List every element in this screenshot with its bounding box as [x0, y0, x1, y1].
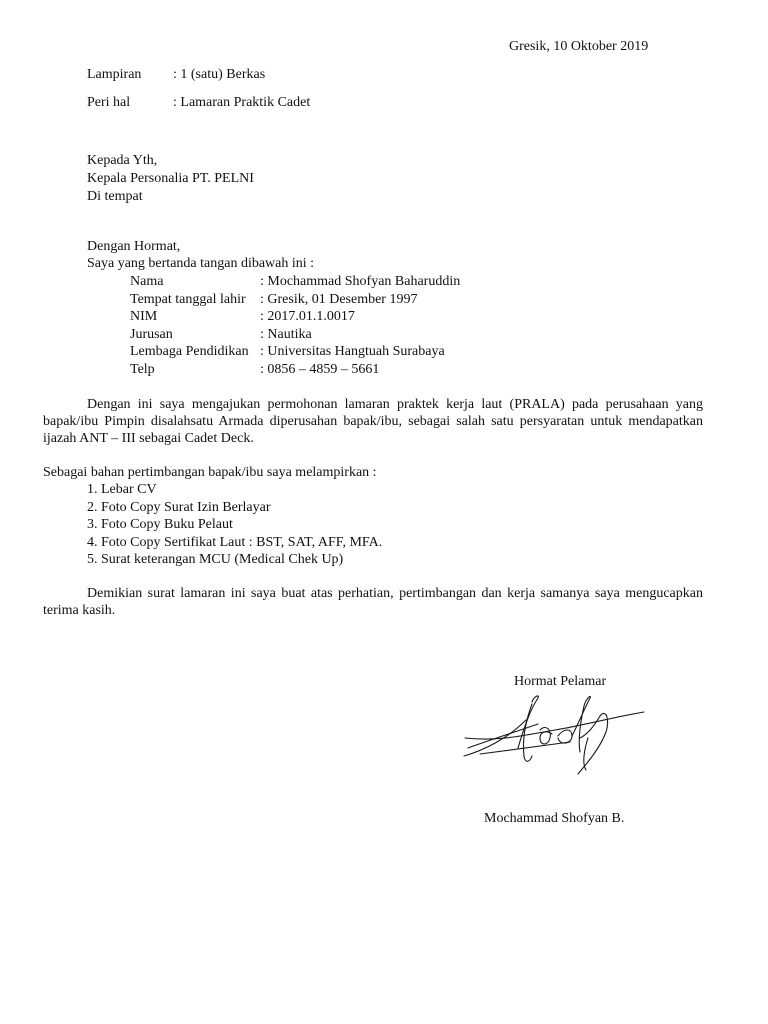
identity-label: Nama: [130, 274, 164, 289]
identity-value: : Gresik, 01 Desember 1997: [260, 291, 418, 307]
identity-row: [130, 361, 460, 379]
meta-label: Lampiran: [87, 67, 142, 82]
attachment-item: 1. Lebar CV: [87, 482, 157, 497]
meta-value: : Lamaran Praktik Cadet: [173, 95, 311, 110]
salutation: Dengan Hormat,: [87, 239, 181, 254]
attachment-item: 3. Foto Copy Buku Pelaut: [87, 517, 233, 532]
attachments-list: [87, 481, 382, 569]
signature-image: [460, 690, 650, 790]
identity-value: : 0856 – 4859 – 5661: [260, 361, 380, 377]
recipient-block: [87, 152, 254, 206]
identity-label: Telp: [130, 361, 155, 377]
identity-label: Tempat tanggal lahir: [130, 291, 246, 307]
recipient-line: Kepada Yth,: [87, 153, 158, 168]
identity-value: : Nautika: [260, 326, 312, 342]
closing-paragraph: Demikian surat lamaran ini saya buat atas perhatian, pertimbangan dan kerja samanya saya mengucapkan terima kasih.: [43, 586, 703, 618]
identity-row: [130, 343, 460, 361]
meta-row-lampiran: [87, 66, 265, 83]
identity-value: : 2017.01.1.0017: [260, 309, 355, 324]
attachment-item: 5. Surat keterangan MCU (Medical Chek Up): [87, 552, 344, 567]
identity-row: [130, 273, 460, 291]
body-paragraph: Dengan ini saya mengajukan permohonan lamaran praktek kerja laut (PRALA) pada perusahaan yang bapak/ibu Pimpin disalahsatu Armada diperusahan bapak/ibu, sebagai salah satu persyaratan untuk mendapatkan ijazah ANT – III sebagai Cadet Deck.: [43, 397, 703, 446]
recipient-line: Di tempat: [87, 189, 143, 204]
identity-label: Lembaga Pendidikan: [130, 344, 249, 359]
letter-date: Gresik, 10 Oktober 2019: [509, 39, 649, 54]
identity-label: NIM: [130, 309, 158, 324]
identity-value: : Mochammad Shofyan Baharuddin: [260, 274, 461, 289]
greeting-block: [87, 238, 314, 272]
meta-value: : 1 (satu) Berkas: [173, 67, 266, 82]
meta-row-perihal: [87, 94, 310, 111]
identity-row: [130, 326, 460, 344]
recipient-line: Kepala Personalia PT. PELNI: [87, 171, 254, 186]
identity-label: Jurusan: [130, 326, 173, 342]
identity-row: [130, 291, 460, 309]
meta-label: Peri hal: [87, 95, 131, 110]
identity-row: [130, 308, 460, 326]
signer-name: Mochammad Shofyan B.: [484, 811, 625, 826]
closing-phrase: Hormat Pelamar: [514, 674, 607, 689]
attachments-intro: Sebagai bahan pertimbangan bapak/ibu saya melampirkan :: [43, 465, 377, 480]
identity-table: [130, 273, 460, 378]
attachment-item: 4. Foto Copy Sertifikat Laut : BST, SAT, AFF, MFA.: [87, 534, 383, 550]
intro-line: Saya yang bertanda tangan dibawah ini :: [87, 256, 315, 271]
identity-value: : Universitas Hangtuah Surabaya: [260, 344, 445, 359]
attachment-item: 2. Foto Copy Surat Izin Berlayar: [87, 499, 271, 515]
